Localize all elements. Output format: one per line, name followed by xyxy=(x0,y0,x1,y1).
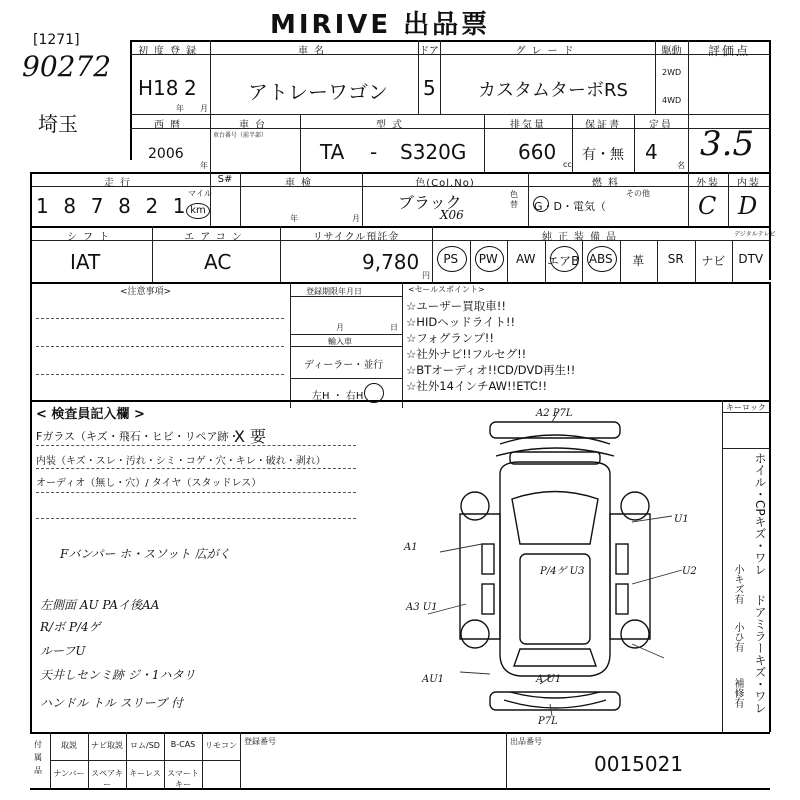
diagram-mark-a-u1: A U1 xyxy=(536,674,562,685)
mileage-label: 走行 xyxy=(104,178,136,189)
s-number-label: S# xyxy=(217,174,233,185)
shaken-year-unit: 年 xyxy=(290,214,298,223)
diagram-mark-au1: AU1 xyxy=(422,674,445,685)
reg-number-label: 登録番号 xyxy=(244,737,276,746)
mileage-unit-km: km xyxy=(186,203,210,219)
dtv-note: デジタルテレビ xyxy=(734,231,776,238)
color-code: X06 xyxy=(440,208,464,222)
interior-label: 内装 xyxy=(737,178,761,189)
diagram-mark-a1: A1 xyxy=(404,542,418,553)
warranty-value: 有・無 xyxy=(582,147,624,163)
reg-month-unit: 月 xyxy=(200,104,208,113)
shift-value: IAT xyxy=(70,250,101,274)
reg-month-value: 2 xyxy=(184,76,197,100)
color-value: ブラック xyxy=(398,193,462,212)
equipment-circle xyxy=(550,246,580,272)
handwritten-note: ハンドル トル スリーブ 付 xyxy=(40,696,183,710)
diagram-mark-p4: P/4ゲ U3 xyxy=(540,566,585,577)
shaken-label: 車検 xyxy=(285,178,317,189)
fuel-g-circle xyxy=(533,196,549,212)
drive-4wd: 4WD xyxy=(662,96,682,105)
mileage-digit: 1 xyxy=(172,194,186,218)
sales-point-item: ☆フォグランプ!! xyxy=(406,331,494,345)
handwritten-note: 左側面 AU PAイ後AA xyxy=(40,598,160,612)
grade-label: グレード xyxy=(515,46,580,57)
equipment-item: ABS xyxy=(588,252,613,266)
recycle-value: 9,780 xyxy=(362,250,420,274)
accessory-item: リモコン xyxy=(205,741,237,750)
exhibit-number-label: 出品番号 xyxy=(510,737,542,746)
shift-label: シフト xyxy=(67,232,115,243)
fuel-options: G・D・電気（ xyxy=(534,200,606,213)
import-label: 輸入車 xyxy=(328,337,352,346)
diagram-mark-u2: U2 xyxy=(682,566,697,577)
diagram-mark-u1: U1 xyxy=(674,514,689,525)
side-text-wheel: ホイル・CPキズ・ワレ xyxy=(753,452,767,576)
capacity-unit: 名 xyxy=(677,161,685,170)
car-name-label: 車名 xyxy=(298,46,330,57)
equipment-circle xyxy=(437,246,467,272)
dealer-label: ディーラー・並行 xyxy=(304,360,384,371)
recycle-unit: 円 xyxy=(422,271,430,280)
cc-label: 排気量 xyxy=(510,120,546,131)
color-label: 色(Col.No) xyxy=(415,178,475,189)
diagram-mark-a3: A3 U1 xyxy=(406,602,438,613)
mileage-digit: 8 xyxy=(63,194,77,218)
handwritten-note: Fバンパー ホ・スソット 広がく xyxy=(60,547,231,561)
region-label: 埼玉 xyxy=(38,112,78,136)
sales-point-item: ☆ユーザー買取車!! xyxy=(406,299,507,313)
mileage-digits xyxy=(36,194,194,218)
recycle-label: リサイクル預託金 xyxy=(312,232,400,243)
inspection-title: < 検査員記入欄 > xyxy=(36,407,145,422)
sales-point-item: ☆HIDヘッドライト!! xyxy=(406,315,516,329)
capacity-label: 定員 xyxy=(649,120,673,131)
reg-expiry-day: 日 xyxy=(390,323,398,332)
steering-label: 左H ・ 右H xyxy=(312,391,364,402)
fuel-label: 燃料 xyxy=(592,178,624,189)
warranty-label: 保証書 xyxy=(585,120,621,131)
equipment-item: SR xyxy=(667,252,684,266)
equipment-item: 革 xyxy=(632,254,645,268)
inspection-line1-mark: X 要 xyxy=(234,427,267,446)
sales-point-item: ☆社外14インチAW!!ETC!! xyxy=(406,379,548,393)
equipment-item: DTV xyxy=(738,252,764,266)
capacity-value: 4 xyxy=(645,140,658,164)
inspection-line2: 内装（キズ・スレ・汚れ・シミ・コゲ・穴・キレ・破れ・剥れ） xyxy=(36,456,326,467)
side-small-3: 補修有 xyxy=(732,678,743,708)
reg-expiry-month: 月 xyxy=(336,323,344,332)
handwritten-note: ルーフU xyxy=(40,644,86,658)
mileage-digit: 1 xyxy=(36,194,49,218)
mileage-unit-mile: マイル xyxy=(188,189,212,198)
cc-value: 660 xyxy=(518,140,557,164)
equipment-circle xyxy=(475,246,505,272)
model-label: 型式 xyxy=(376,120,408,131)
accessories-label: 付属品 xyxy=(34,740,42,775)
sales-point-item: ☆社外ナビ!!フルセグ!! xyxy=(406,347,527,361)
equipment-item: AW xyxy=(516,252,536,266)
exterior-label: 外装 xyxy=(696,178,720,189)
reg-expiry-label: 登録期限年月日 xyxy=(306,287,362,296)
handwritten-note: 天井しセンミ跡 ジ・1ハタリ xyxy=(40,668,196,682)
equipment-item: PW xyxy=(478,252,498,266)
lot-number: 90272 xyxy=(22,50,112,83)
chassis-label: 車台 xyxy=(239,120,271,131)
accessory-item: 取説 xyxy=(61,741,77,750)
year-value: 2006 xyxy=(148,146,184,162)
handwritten-note: R/ボ P/4ゲ xyxy=(40,620,101,634)
sales-label: <セールスポイント> xyxy=(408,285,485,294)
accessory-item: ロム/SD xyxy=(130,741,160,750)
model-prefix: TA xyxy=(320,140,345,164)
car-name-value: アトレーワゴン xyxy=(248,80,388,104)
accessory-item: ナンバー xyxy=(53,769,85,778)
chassis-note: 車台番号（前半部） xyxy=(213,132,268,139)
steering-right-circle xyxy=(364,383,384,403)
interior-value: D xyxy=(738,192,758,220)
reg-date-label: 初度登録 xyxy=(138,46,202,57)
inspection-line1: Fガラス（キズ・飛石・ヒビ・リペア跡・ xyxy=(36,430,240,443)
ac-label: エアコン xyxy=(184,232,248,243)
exterior-value: C xyxy=(698,192,717,220)
exhibit-number: 0015021 xyxy=(594,752,684,776)
equipment-item: エアB xyxy=(547,254,580,268)
car-damage-diagram xyxy=(400,404,720,730)
equipment-item: PS xyxy=(443,252,459,266)
doors-label: ドア xyxy=(419,46,439,57)
lot-label: [1271] xyxy=(33,32,80,48)
mileage-digit: 7 xyxy=(90,194,104,218)
sales-point-item: ☆BTオーディオ!!CD/DVD再生!! xyxy=(406,363,576,377)
score-label: 評価点 xyxy=(707,44,750,58)
doors-value: 5 xyxy=(423,76,436,100)
inspection-line3: オーディオ（無し・穴）/ タイヤ（スタッドレス） xyxy=(36,478,262,489)
accessory-item: キーレス xyxy=(129,769,161,778)
drive-label: 駆動 xyxy=(661,46,682,57)
model-dash: - xyxy=(370,140,378,164)
diagram-mark-p7l: P7L xyxy=(538,716,558,727)
equipment-label: 純正装備品 xyxy=(542,232,622,243)
side-small-1: 小キズ有 xyxy=(732,564,743,604)
drive-2wd: 2WD xyxy=(662,68,682,77)
side-small-2: 小ひ有 xyxy=(732,622,743,652)
reg-year-unit: 年 xyxy=(176,104,184,113)
accessory-item: スマートキー xyxy=(167,769,199,789)
mileage-digit: 8 xyxy=(118,194,131,218)
score-value: 3.5 xyxy=(700,124,755,164)
shaken-month-unit: 月 xyxy=(352,214,360,223)
model-value: S320G xyxy=(400,140,467,164)
equipment-circle xyxy=(587,246,617,272)
key-lock-label: キーロック xyxy=(726,403,766,412)
year-unit: 年 xyxy=(200,161,208,170)
ac-value: AC xyxy=(204,250,232,274)
accessory-item: B-CAS xyxy=(170,740,196,749)
accessory-item: ナビ取説 xyxy=(91,741,123,750)
grade-value: カスタムターボRS xyxy=(478,80,628,101)
reg-date-value: H18 xyxy=(138,76,179,100)
color-change-label: 色替 xyxy=(510,190,518,209)
side-text-mirror: ドアミラーキズ・ワレ xyxy=(753,594,767,714)
diagram-mark-a2: A2 P7L xyxy=(536,408,573,419)
cc-unit: cc xyxy=(563,160,572,169)
mileage-digit: 2 xyxy=(145,194,159,218)
fuel-other: その他 xyxy=(626,189,650,198)
caution-label: <注意事項> xyxy=(120,287,172,297)
accessory-item: スペアキー xyxy=(91,769,123,789)
western-year-label: 西暦 xyxy=(154,120,186,131)
sheet-title: MIRIVE 出品票 xyxy=(270,10,491,40)
equipment-item: ナビ xyxy=(701,254,726,268)
